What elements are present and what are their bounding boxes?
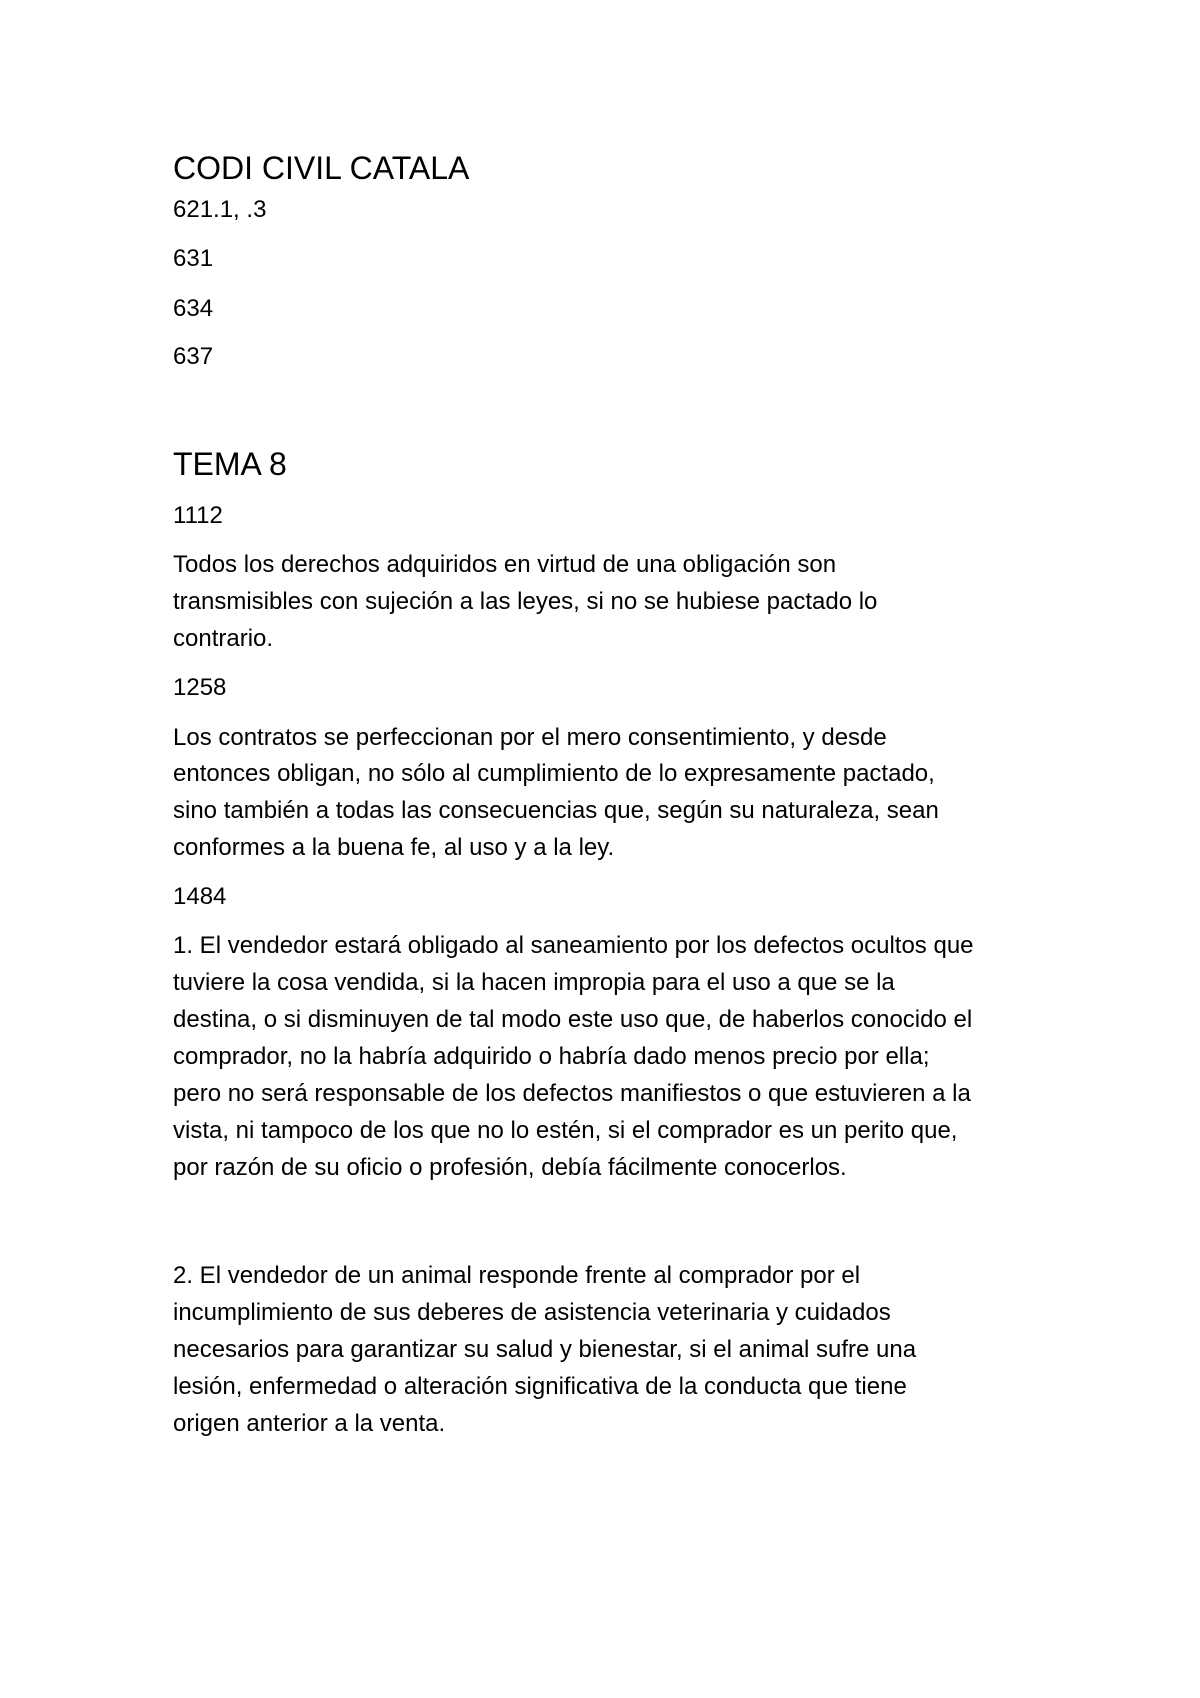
article-text-line: Los contratos se perfeccionan por el mero consentimiento, y desde xyxy=(173,724,887,751)
article-text-line: lesión, enfermedad o alteración significativa de la conducta que tiene xyxy=(173,1373,907,1400)
article-text-line: comprador, no la habría adquirido o habría dado menos precio por ella; xyxy=(173,1043,930,1070)
article-text-line: 1. El vendedor estará obligado al saneamiento por los defectos ocultos que xyxy=(173,932,974,959)
article-text-line: 2. El vendedor de un animal responde frente al comprador por el xyxy=(173,1262,861,1289)
heading-codi-civil: CODI CIVIL CATALA xyxy=(173,150,470,186)
article-text-line: origen anterior a la venta. xyxy=(173,1410,446,1437)
article-text-line: tuviere la cosa vendida, si la hacen impropia para el uso a que se la xyxy=(173,969,895,996)
article-number: 637 xyxy=(173,343,214,370)
article-text-line: pero no será responsable de los defectos manifiestos o que estuvieren a la xyxy=(173,1080,971,1107)
article-number: 1258 xyxy=(173,674,227,701)
heading-tema-8: TEMA 8 xyxy=(173,446,287,482)
article-text-line: transmisibles con sujeción a las leyes, si no se hubiese pactado lo xyxy=(173,588,878,615)
article-number: 634 xyxy=(173,295,214,322)
article-text-line: vista, ni tampoco de los que no lo estén, si el comprador es un perito que, xyxy=(173,1117,958,1144)
article-text-line: conformes a la buena fe, al uso y a la ley. xyxy=(173,834,615,861)
article-number: 1484 xyxy=(173,883,227,910)
article-text-line: incumplimiento de sus deberes de asistencia veterinaria y cuidados xyxy=(173,1299,891,1326)
article-text-line: destina, o si disminuyen de tal modo este uso que, de haberlos conocido el xyxy=(173,1006,973,1033)
article-text-line: necesarios para garantizar su salud y bienestar, si el animal sufre una xyxy=(173,1336,917,1363)
article-text-line: entonces obligan, no sólo al cumplimiento de lo expresamente pactado, xyxy=(173,760,935,787)
article-number: 621.1, .3 xyxy=(173,196,267,223)
article-text-line: por razón de su oficio o profesión, debía fácilmente conocerlos. xyxy=(173,1154,847,1181)
article-text-line: sino también a todas las consecuencias que, según su naturaleza, sean xyxy=(173,797,939,824)
article-text-line: contrario. xyxy=(173,625,274,652)
article-number: 631 xyxy=(173,245,214,272)
article-text-line: Todos los derechos adquiridos en virtud de una obligación son xyxy=(173,551,837,578)
article-number: 1112 xyxy=(173,502,223,529)
